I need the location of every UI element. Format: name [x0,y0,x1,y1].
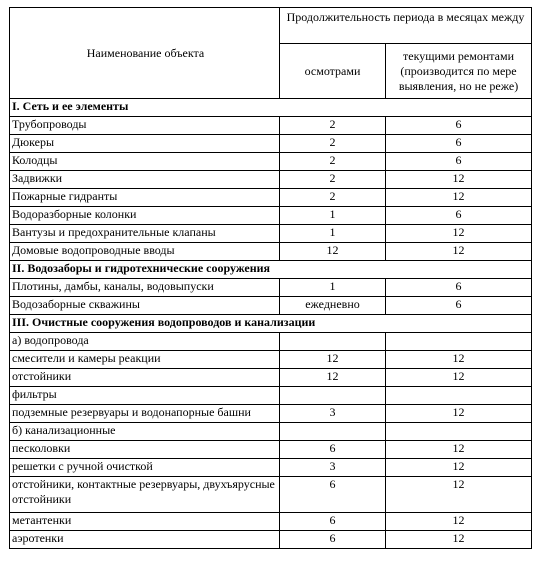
inspections-cell [280,423,386,441]
section-title: III. Очистные сооружения водопроводов и канализации [10,315,532,333]
inspections-cell: 1 [280,225,386,243]
repairs-cell: 12 [386,459,532,477]
object-name-cell: Задвижки [10,171,280,189]
repairs-cell: 6 [386,207,532,225]
repairs-cell: 12 [386,243,532,261]
object-name-cell: Водоразборные колонки [10,207,280,225]
object-name-cell: Дюкеры [10,135,280,153]
repairs-cell: 6 [386,297,532,315]
repairs-cell: 12 [386,171,532,189]
repairs-cell: 12 [386,189,532,207]
table-body [10,99,532,549]
inspections-cell: 12 [280,351,386,369]
table-row [10,297,532,315]
section-row [10,99,532,117]
object-name-cell: отстойники [10,369,280,387]
repairs-cell: 6 [386,153,532,171]
table-row [10,225,532,243]
table-row [10,477,532,513]
inspections-cell: 12 [280,369,386,387]
inspections-cell: 12 [280,243,386,261]
header-object-name: Наименование объекта [10,8,280,99]
table-row [10,153,532,171]
object-name-cell: а) водопровода [10,333,280,351]
table-row [10,441,532,459]
table-row [10,369,532,387]
table-row [10,423,532,441]
object-name-cell: аэротенки [10,531,280,549]
table-row [10,207,532,225]
header-period-group: Продолжительность периода в месяцах между [280,8,532,44]
repairs-cell [386,333,532,351]
repairs-cell: 6 [386,135,532,153]
repairs-cell: 12 [386,369,532,387]
section-title: I. Сеть и ее элементы [10,99,532,117]
inspections-cell: 6 [280,477,386,513]
table-row [10,531,532,549]
table-row [10,405,532,423]
table-row [10,333,532,351]
object-name-cell: Домовые водопроводные вводы [10,243,280,261]
section-title: II. Водозаборы и гидротехнические сооружения [10,261,532,279]
inspections-cell: 6 [280,531,386,549]
table-row [10,171,532,189]
repairs-cell [386,387,532,405]
inspections-cell: 2 [280,135,386,153]
table-row [10,279,532,297]
object-name-cell: Вантузы и предохранительные клапаны [10,225,280,243]
header-repairs: текущими ремонтами (производится по мере выявления, но не реже) [386,44,532,99]
inspections-cell: 2 [280,153,386,171]
table-row [10,459,532,477]
inspections-cell: ежедневно [280,297,386,315]
object-name-cell: Плотины, дамбы, каналы, водовыпуски [10,279,280,297]
header-inspections: осмотрами [280,44,386,99]
object-name-cell: фильтры [10,387,280,405]
object-name-cell: подземные резервуары и водонапорные башни [10,405,280,423]
repairs-cell [386,423,532,441]
object-name-cell: решетки с ручной очисткой [10,459,280,477]
table-row [10,387,532,405]
repairs-cell: 12 [386,441,532,459]
object-name-cell: отстойники, контактные резервуары, двухъярусные отстойники [10,477,280,513]
table-row [10,513,532,531]
object-name-cell: б) канализационные [10,423,280,441]
inspections-cell: 6 [280,513,386,531]
repairs-cell: 12 [386,405,532,423]
table-row [10,117,532,135]
object-name-cell: песколовки [10,441,280,459]
object-name-cell: Трубопроводы [10,117,280,135]
repairs-cell: 12 [386,531,532,549]
inspections-cell: 1 [280,207,386,225]
inspections-cell: 6 [280,441,386,459]
repairs-cell: 12 [386,351,532,369]
inspections-cell: 2 [280,171,386,189]
repairs-cell: 6 [386,279,532,297]
object-name-cell: Пожарные гидранты [10,189,280,207]
header-row [10,8,532,44]
inspections-cell [280,387,386,405]
inspections-cell: 2 [280,189,386,207]
maintenance-period-table [9,7,532,549]
repairs-cell: 12 [386,477,532,513]
object-name-cell: Колодцы [10,153,280,171]
object-name-cell: Водозаборные скважины [10,297,280,315]
section-row [10,261,532,279]
table-row [10,135,532,153]
repairs-cell: 12 [386,225,532,243]
table-row [10,189,532,207]
object-name-cell: метантенки [10,513,280,531]
section-row [10,315,532,333]
table-row [10,243,532,261]
repairs-cell: 12 [386,513,532,531]
inspections-cell: 3 [280,459,386,477]
inspections-cell: 3 [280,405,386,423]
inspections-cell: 1 [280,279,386,297]
table-row [10,351,532,369]
inspections-cell: 2 [280,117,386,135]
object-name-cell: смесители и камеры реакции [10,351,280,369]
inspections-cell [280,333,386,351]
repairs-cell: 6 [386,117,532,135]
